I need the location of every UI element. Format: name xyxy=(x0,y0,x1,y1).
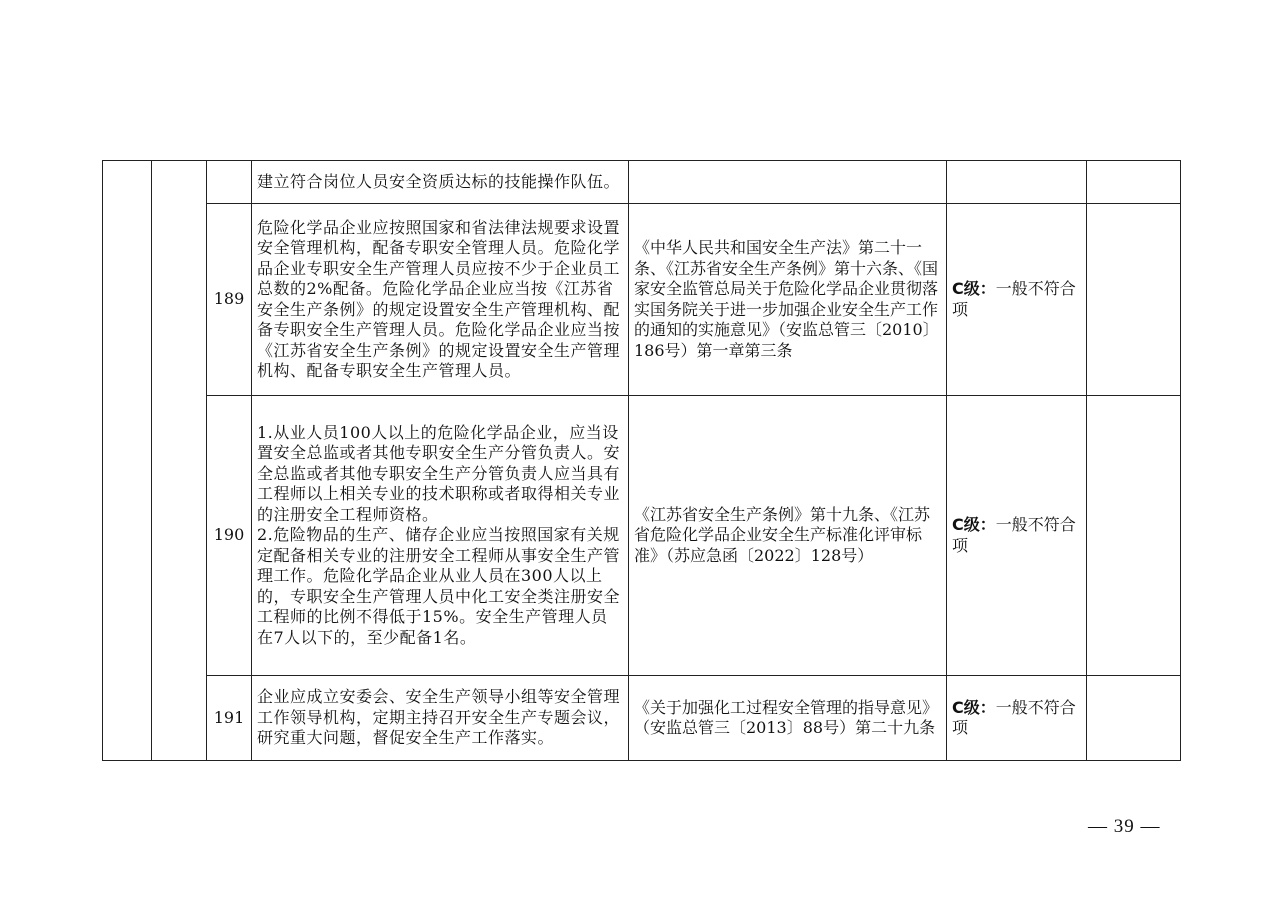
grade-text: 一般不符合项 xyxy=(952,697,1076,737)
grade-level: C级： xyxy=(952,515,996,534)
grade-text: 一般不符合项 xyxy=(952,515,1076,555)
grade-cell xyxy=(947,676,1087,761)
remark-cell xyxy=(1087,676,1181,761)
standards-table xyxy=(102,160,1181,761)
requirement-text: 企业应成立安委会、安全生产领导小组等安全管理工作领导机构，定期主持召开安全生产专题会议，研究重大问题，督促安全生产工作落实。 xyxy=(257,687,621,748)
remark-cell xyxy=(1087,161,1181,204)
table-body xyxy=(103,161,1181,761)
item-number xyxy=(207,161,252,204)
subcategory-cell xyxy=(152,161,207,761)
requirement-cell xyxy=(252,676,629,761)
item-number: 190 xyxy=(207,396,252,676)
table-row xyxy=(103,676,1181,761)
basis-cell: 《江苏省安全生产条例》第十九条、《江苏省危险化学品企业安全生产标准化评审标准》（苏应急函〔2022〕128号） xyxy=(629,396,947,676)
grade-level: C级： xyxy=(952,279,996,298)
basis-cell xyxy=(629,161,947,204)
requirement-cell xyxy=(252,396,629,676)
table-row xyxy=(103,204,1181,396)
grade-cell xyxy=(947,161,1087,204)
requirement-cell xyxy=(252,204,629,396)
item-number: 191 xyxy=(207,676,252,761)
grade-level: C级： xyxy=(952,697,996,717)
page-number: — 39 — xyxy=(1088,816,1161,837)
grade-text: 一般不符合项 xyxy=(952,279,1076,319)
table-row xyxy=(103,161,1181,204)
remark-cell xyxy=(1087,396,1181,676)
remark-cell xyxy=(1087,204,1181,396)
category-cell xyxy=(103,161,152,761)
requirement-text: 建立符合岗位人员安全资质达标的技能操作队伍。 xyxy=(257,171,621,191)
grade-cell xyxy=(947,396,1087,676)
item-number: 189 xyxy=(207,204,252,396)
table-row xyxy=(103,396,1181,676)
requirement-text: 2.危险物品的生产、储存企业应当按照国家有关规定配备相关专业的注册安全工程师从事安全生产管理工作。危险化学品企业从业人员在300人以上的，专职安全生产管理人员中化工安全类注册安全工程师的比例不得低于15%。安全生产管理人员在7人以下的，至少配备1名。 xyxy=(257,525,621,647)
requirement-text: 1.从业人员100人以上的危险化学品企业，应当设置安全总监或者其他专职安全生产分管负责人。安全总监或者其他专职安全生产分管负责人应当具有工程师以上相关专业的技术职称或者取得相关专业的注册安全工程师资格。 xyxy=(257,422,621,524)
basis-cell: 《中华人民共和国安全生产法》第二十一条、《江苏省安全生产条例》第十六条、《国家安全监管总局关于危险化学品企业贯彻落实国务院关于进一步加强企业安全生产工作的通知的实施意见》（安监总管三〔2010〕186号）第一章第三条 xyxy=(629,204,947,396)
grade-cell xyxy=(947,204,1087,396)
requirement-cell xyxy=(252,161,629,204)
basis-cell: 《关于加强化工过程安全管理的指导意见》（安监总管三〔2013〕88号）第二十九条 xyxy=(629,676,947,761)
requirement-text: 危险化学品企业应按照国家和省法律法规要求设置安全管理机构，配备专职安全管理人员。危险化学品企业专职安全生产管理人员应按不少于企业员工总数的2%配备。危险化学品企业应当按《江苏省安全生产条例》的规定设置安全生产管理机构、配备专职安全生产管理人员。危险化学品企业应当按《江苏省安全生产条例》的规定设置安全生产管理机构、配备专职安全生产管理人员。 xyxy=(257,217,621,380)
